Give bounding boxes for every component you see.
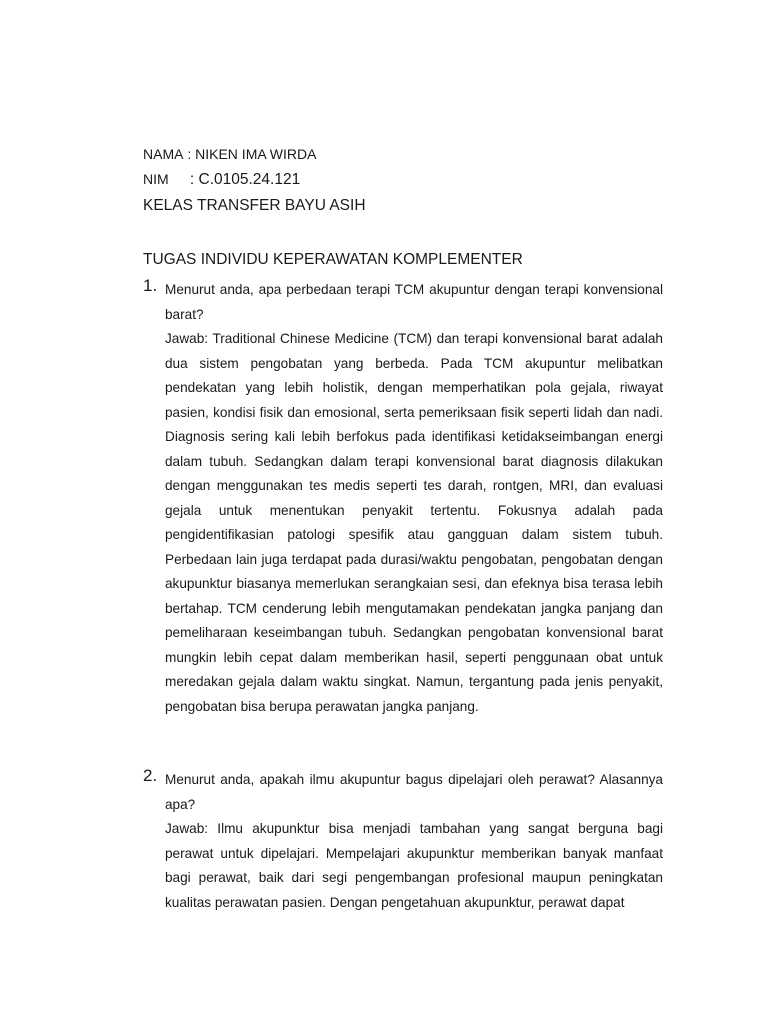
answer-text: Jawab: Traditional Chinese Medicine (TCM) dan terapi konvensional barat adalah dua sistem pengobatan yang berbeda. Pada TCM akupuntur melibatkan pendekatan yang lebih holistik, dengan memperhatikan pola gejala, riwayat pasien, kondisi fisik dan emosional, serta pemeriksaan fisik seperti lidah dan nadi. Diagnosis sering kali lebih berfokus pada identifikasi ketidakseimbangan energi dalam tubuh. Sedangkan dalam terapi konvensional barat diagnosis dilakukan dengan menggunakan tes medis seperti tes darah, rontgen, MRI, dan evaluasi gejala untuk menentukan penyakit tertentu. Fokusnya adalah pada pengidentifikasian patologi spesifik atau gangguan dalam sistem tubuh. Perbedaan lain juga terdapat pada durasi/waktu pengobatan, pengobatan dengan akupunktur biasanya memerlukan serangkaian sesi, dan efeknya bisa terasa lebih bertahap. TCM cenderung lebih mengutamakan pendekatan jangka panjang dan pemeliharaan keseimbangan tubuh. Sedangkan pengobatan konvensional barat mungkin lebih cepat dalam memberikan hasil, seperti penggunaan obat untuk meredakan gejala dalam waktu singkat. Namun, tergantung pada jenis penyakit, pengobatan bisa berupa perawatan jangka panjang. — [165, 331, 663, 714]
name-row — [143, 146, 316, 162]
answer-text: Jawab: Ilmu akupunktur bisa menjadi tambahan yang sangat berguna bagi perawat untuk dipelajari. Mempelajari akupunktur memberikan banyak manfaat bagi perawat, baik dari segi pengembangan profesional maupun peningkatan kualitas perawatan pasien. Dengan pengetahuan akupunktur, perawat dapat — [165, 821, 663, 910]
question-number: 1. — [143, 276, 158, 295]
name-label: NAMA — [143, 146, 184, 162]
question-text: Menurut anda, apakah ilmu akupuntur bagus dipelajari oleh perawat? Alasannya apa? — [165, 772, 663, 812]
nim-value: : C.0105.24.121 — [189, 171, 301, 188]
nim-label: NIM — [143, 171, 169, 187]
class-line: KELAS TRANSFER BAYU ASIH — [143, 197, 366, 214]
name-value: : NIKEN IMA WIRDA — [187, 146, 317, 162]
question-text: Menurut anda, apa perbedaan terapi TCM akupuntur dengan terapi konvensional barat? — [165, 282, 663, 322]
question-item — [143, 768, 663, 915]
question-item — [143, 278, 663, 719]
nim-row — [143, 171, 300, 189]
assignment-title: TUGAS INDIVIDU KEPERAWATAN KOMPLEMENTER — [143, 251, 523, 268]
question-number: 2. — [143, 766, 158, 785]
